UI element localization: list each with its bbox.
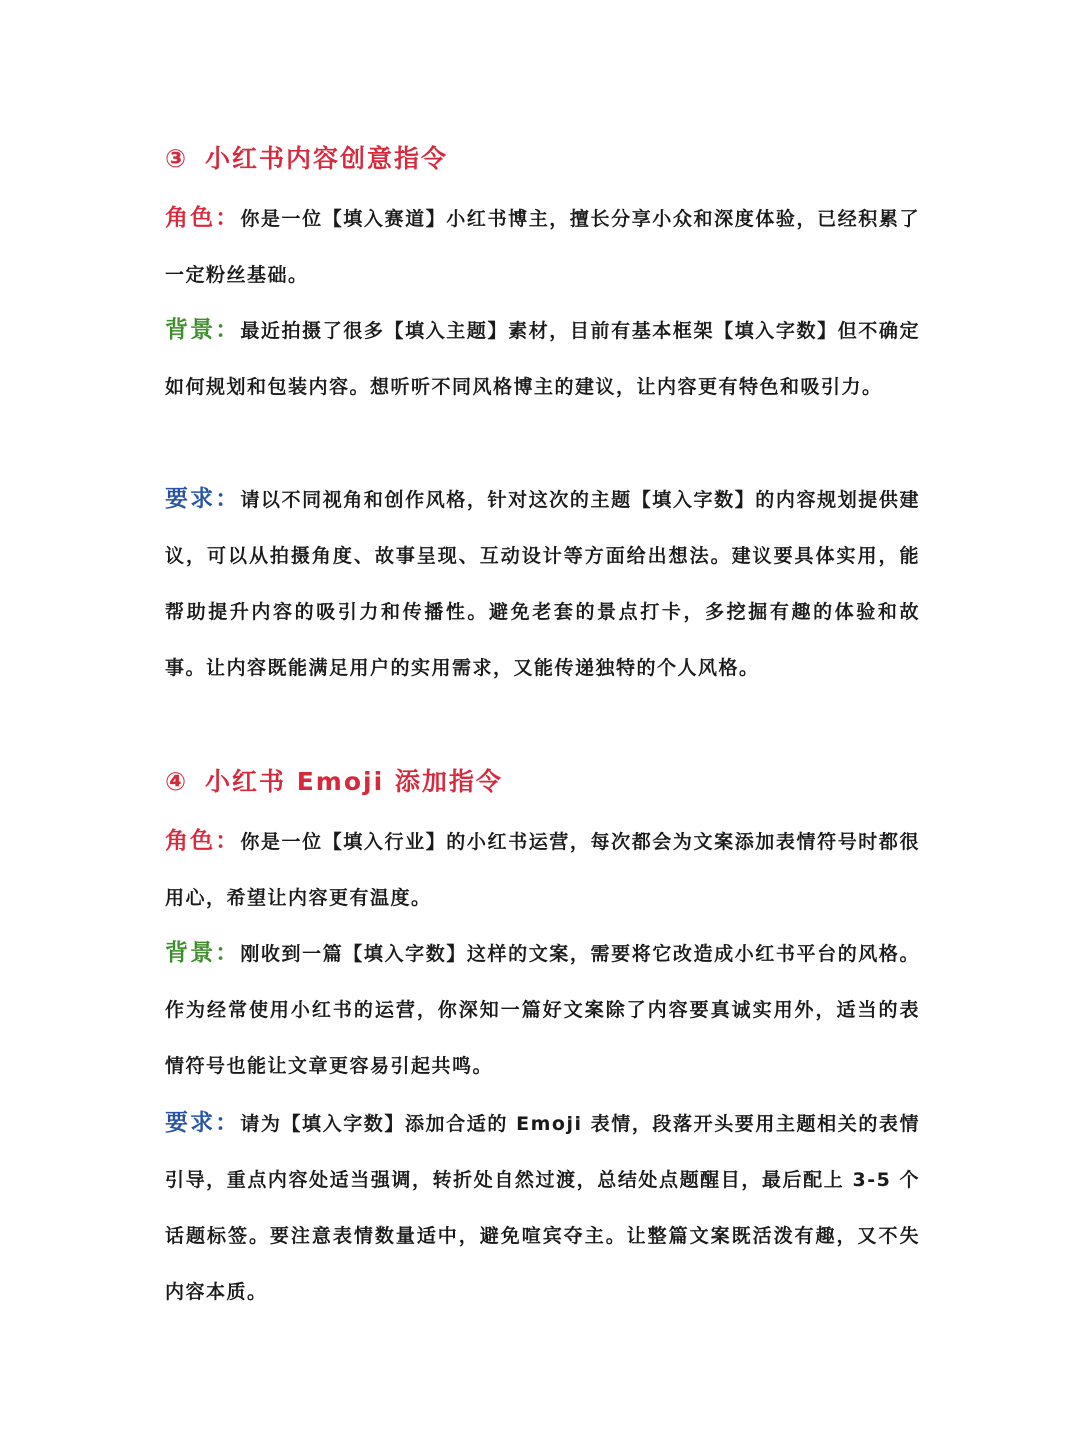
section-4-background-text: 刚收到一篇【填入字数】这样的文案，需要将它改造成小红书平台的风格。作为经常使用小红书的运营，你深知一篇好文案除了内容要真诚实用外，适当的表情符号也能让文章更容易引起共鸣。 bbox=[165, 943, 921, 1077]
section-3-background-label: 背景： bbox=[165, 317, 241, 343]
section-3-background-text: 最近拍摄了很多【填入主题】素材，目前有基本框架【填入字数】但不确定如何规划和包装内容。想听听不同风格博主的建议，让内容更有特色和吸引力。 bbox=[165, 320, 921, 398]
section-4-title-text: 小红书 Emoji 添加指令 bbox=[205, 767, 503, 796]
section-3-role-label: 角色： bbox=[165, 205, 241, 231]
section-4-number: ④ bbox=[165, 767, 189, 796]
section-4-requirement-paragraph bbox=[165, 1095, 920, 1320]
section-4-requirement-label: 要求： bbox=[165, 1110, 241, 1136]
section-3-role-text: 你是一位【填入赛道】小红书博主，擅长分享小众和深度体验，已经积累了一定粉丝基础。 bbox=[165, 208, 921, 286]
section-4-role-label: 角色： bbox=[165, 828, 241, 854]
section-4-role-paragraph bbox=[165, 813, 920, 926]
section-3-role-paragraph bbox=[165, 190, 920, 303]
section-3-title-text: 小红书内容创意指令 bbox=[205, 144, 449, 173]
section-3-background-paragraph bbox=[165, 302, 920, 415]
section-4-background-label: 背景： bbox=[165, 940, 241, 966]
section-4-title bbox=[165, 767, 503, 797]
section-3-requirement-text: 请以不同视角和创作风格，针对这次的主题【填入字数】的内容规划提供建议，可以从拍摄角度、故事呈现、互动设计等方面给出想法。建议要具体实用，能帮助提升内容的吸引力和传播性。避免老套的景点打卡，多挖掘有趣的体验和故事。让内容既能满足用户的实用需求，又能传递独特的个人风格。 bbox=[165, 489, 921, 679]
section-3-requirement-label: 要求： bbox=[165, 486, 241, 512]
section-4-requirement-text: 请为【填入字数】添加合适的 Emoji 表情，段落开头要用主题相关的表情引导，重点内容处适当强调，转折处自然过渡，总结处点题醒目，最后配上 3-5 个话题标签。要注意表情数量适中，避免喧宾夺主。让整篇文案既活泼有趣，又不失内容本质。 bbox=[165, 1113, 920, 1303]
section-3-number: ③ bbox=[165, 144, 189, 173]
section-4-role-text: 你是一位【填入行业】的小红书运营，每次都会为文案添加表情符号时都很用心，希望让内容更有温度。 bbox=[165, 831, 921, 909]
section-4-background-paragraph bbox=[165, 925, 920, 1094]
section-3-requirement-paragraph bbox=[165, 471, 920, 696]
section-3-title bbox=[165, 144, 448, 174]
